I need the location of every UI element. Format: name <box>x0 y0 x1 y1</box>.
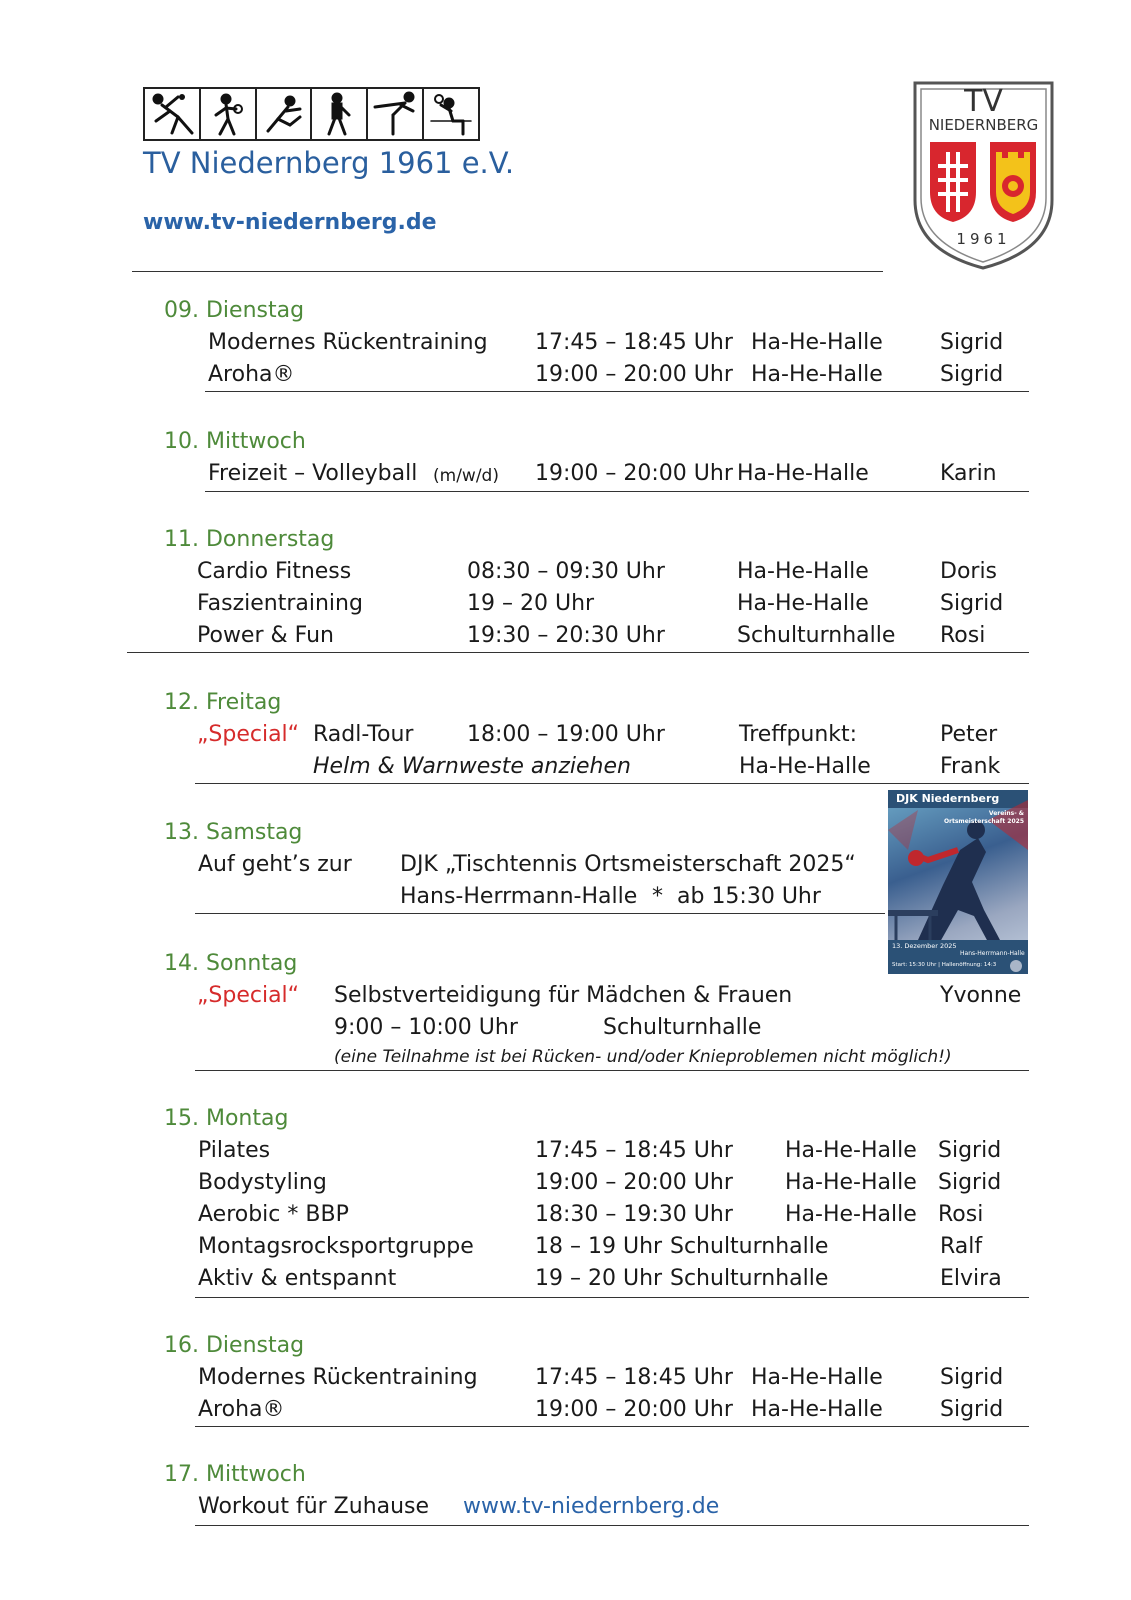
course-trainer: Rosi <box>938 1202 984 1227</box>
course-trainer: Sigrid <box>940 1397 1004 1422</box>
poster-footer: Start: 15:30 Uhr | Hallenöffnung: 14:3 <box>892 962 997 968</box>
course-time: 18 – 19 Uhr <box>535 1234 663 1259</box>
club-website-link[interactable]: www.tv-niedernberg.de <box>143 210 437 235</box>
event-time: ab 15:30 Uhr <box>677 884 821 909</box>
handball-icon <box>145 89 201 139</box>
poster-hall: Hans-Herrmann-Halle <box>960 950 1025 957</box>
course-name: Bodystyling <box>198 1170 327 1195</box>
emblem-tv: TV <box>964 84 1003 119</box>
course-place: Ha-He-Halle <box>737 461 869 486</box>
event-intro: Auf geht’s zur <box>198 852 352 877</box>
course-place: Ha-He-Halle <box>785 1138 917 1163</box>
section-divider <box>195 1426 1029 1427</box>
day-heading: 14. Sonntag <box>164 951 298 976</box>
course-name: Aerobic * BBP <box>198 1202 349 1227</box>
tournament-poster <box>888 790 1028 974</box>
day-heading: 15. Montag <box>164 1106 289 1131</box>
course-place: Schulturnhalle <box>603 1015 762 1040</box>
day-heading: 10. Mittwoch <box>164 429 306 454</box>
course-name: Faszientraining <box>197 591 363 616</box>
course-name: Modernes Rückentraining <box>198 1365 478 1390</box>
course-time: 17:45 – 18:45 Uhr <box>535 330 733 355</box>
section-divider <box>205 491 1029 492</box>
course-trainer: Sigrid <box>940 1365 1004 1390</box>
course-place: Ha-He-Halle <box>751 1397 883 1422</box>
course-name: Cardio Fitness <box>197 559 352 584</box>
event-title: DJK „Tischtennis Ortsmeisterschaft 2025“ <box>400 852 856 877</box>
course-time: 19:00 – 20:00 Uhr <box>535 362 733 387</box>
workout-link[interactable]: www.tv-niedernberg.de <box>463 1494 720 1519</box>
section-divider <box>195 1070 1029 1071</box>
course-trainer: Karin <box>940 461 997 486</box>
course-note: (eine Teilnahme ist bei Rücken- und/oder Knieproblemen nicht möglich!) <box>334 1047 952 1067</box>
course-trainer: Sigrid <box>940 591 1004 616</box>
day-heading: 11. Donnerstag <box>164 527 335 552</box>
course-name: Montagsrocksportgruppe <box>198 1234 474 1259</box>
course-trainer: Ralf <box>940 1234 983 1259</box>
section-divider <box>195 913 885 914</box>
day-heading: 12. Freitag <box>164 690 282 715</box>
course-trainer: Peter <box>940 722 998 747</box>
course-name: Modernes Rückentraining <box>208 330 488 355</box>
badminton-icon <box>201 89 257 139</box>
course-trainer: Doris <box>940 559 998 584</box>
course-trainer: Sigrid <box>940 330 1004 355</box>
course-time: 9:00 – 10:00 Uhr <box>334 1015 518 1040</box>
course-time: 08:30 – 09:30 Uhr <box>467 559 665 584</box>
course-note: Helm & Warnweste anziehen <box>313 754 631 779</box>
course-name: Pilates <box>198 1138 271 1163</box>
course-time: 18:00 – 19:00 Uhr <box>467 722 665 747</box>
day-heading: 09. Dienstag <box>164 298 305 323</box>
day-heading: 17. Mittwoch <box>164 1462 306 1487</box>
club-emblem <box>912 80 1055 271</box>
course-time: 18:30 – 19:30 Uhr <box>535 1202 733 1227</box>
course-place: Schulturnhalle <box>737 623 896 648</box>
course-place: Ha-He-Halle <box>737 591 869 616</box>
section-divider <box>205 391 1029 392</box>
course-trainer: Frank <box>940 754 1001 779</box>
course-trainer: Rosi <box>940 623 986 648</box>
course-time: 19 – 20 Uhr <box>535 1266 663 1291</box>
course-time: 19:30 – 20:30 Uhr <box>467 623 665 648</box>
day-heading: 16. Dienstag <box>164 1333 305 1358</box>
course-name: Selbstverteidigung für Mädchen & Frauen <box>334 983 793 1008</box>
course-name: Aktiv & entspannt <box>198 1266 397 1291</box>
course-place: Ha-He-Halle <box>737 559 869 584</box>
course-place: Ha-He-Halle <box>785 1170 917 1195</box>
gymnast-icon <box>368 89 424 139</box>
course-place: Ha-He-Halle <box>751 362 883 387</box>
course-name: Freizeit – Volleyball <box>208 461 418 486</box>
section-divider <box>127 652 1029 653</box>
club-name: TV Niedernberg 1961 e.V. <box>143 146 515 180</box>
course-note: (m/w/d) <box>433 466 499 486</box>
course-trainer: Sigrid <box>938 1170 1002 1195</box>
emblem-name: NIEDERNBERG <box>928 116 1039 134</box>
course-name: Workout für Zuhause <box>198 1494 430 1519</box>
course-place: Ha-He-Halle <box>785 1202 917 1227</box>
course-time: 19:00 – 20:00 Uhr <box>535 461 733 486</box>
course-trainer: Yvonne <box>940 983 1022 1008</box>
emblem-year: 1961 <box>956 230 1011 248</box>
event-place: Hans-Herrmann-Halle <box>400 884 638 909</box>
runner-icon <box>257 89 313 139</box>
course-time: 19:00 – 20:00 Uhr <box>535 1397 733 1422</box>
course-name: Aroha® <box>208 362 295 387</box>
course-place: Ha-He-Halle <box>739 754 871 779</box>
poster-date: 13. Dezember 2025 <box>892 942 957 950</box>
course-trainer: Elvira <box>940 1266 1002 1291</box>
course-time: 17:45 – 18:45 Uhr <box>535 1138 733 1163</box>
course-trainer: Sigrid <box>940 362 1004 387</box>
course-place: Ha-He-Halle <box>751 1365 883 1390</box>
course-name: Power & Fun <box>197 623 334 648</box>
course-place: Ha-He-Halle <box>751 330 883 355</box>
course-time: 17:45 – 18:45 Uhr <box>535 1365 733 1390</box>
course-name: Aroha® <box>198 1397 285 1422</box>
event-separator: * <box>652 884 663 909</box>
section-divider <box>195 1525 1029 1526</box>
course-place: Treffpunkt: <box>739 722 858 747</box>
course-trainer: Sigrid <box>938 1138 1002 1163</box>
course-place: Schulturnhalle <box>670 1266 829 1291</box>
section-divider <box>195 1297 1029 1298</box>
poster-subtitle: Vereins- & Ortsmeisterschaft 2025 <box>943 810 1024 825</box>
course-name: Radl-Tour <box>313 722 414 747</box>
header-divider <box>132 271 883 272</box>
walker-icon <box>312 89 368 139</box>
day-heading: 13. Samstag <box>164 820 303 845</box>
course-time: 19 – 20 Uhr <box>467 591 595 616</box>
special-label: „Special“ <box>197 983 300 1008</box>
course-place: Schulturnhalle <box>670 1234 829 1259</box>
sport-pictogram-strip <box>143 87 480 141</box>
special-label: „Special“ <box>197 722 300 747</box>
section-divider <box>195 783 1029 784</box>
course-time: 19:00 – 20:00 Uhr <box>535 1170 733 1195</box>
volleyball-icon <box>424 89 478 139</box>
poster-title: DJK Niedernberg <box>896 792 1000 805</box>
